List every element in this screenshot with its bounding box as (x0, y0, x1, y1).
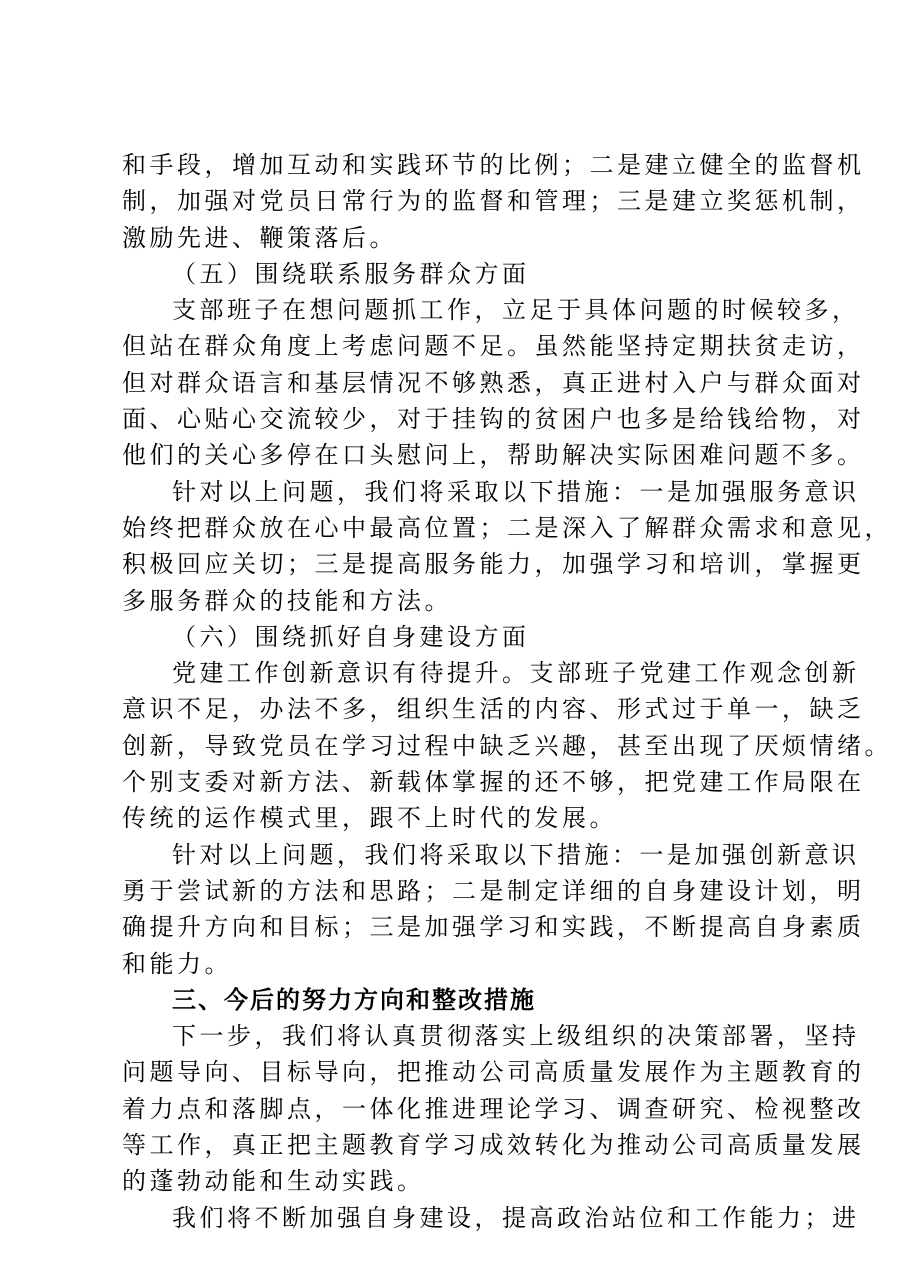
paragraph-line: 他们的关心多停在口头慰问上，帮助解决实际困难问题不多。 (122, 441, 865, 470)
paragraph-line: 激励先进、鞭策落后。 (122, 223, 397, 252)
paragraph-line: 个别支委对新方法、新载体掌握的还不够，把党建工作局限在 (122, 768, 865, 797)
paragraph-line: 但对群众语言和基层情况不够熟悉，真正进村入户与群众面对 (122, 368, 865, 397)
paragraph-line: 下一步，我们将认真贯彻落实上级组织的决策部署，坚持 (172, 1022, 860, 1051)
paragraph-line: 传统的运作模式里，跟不上时代的发展。 (122, 804, 617, 833)
paragraph-line: 积极回应关切；三是提高服务能力，加强学习和培训，掌握更 (122, 550, 865, 579)
paragraph-line: 但站在群众角度上考虑问题不足。虽然能坚持定期扶贫走访， (122, 332, 865, 361)
paragraph-line: 支部班子在想问题抓工作，立足于具体问题的时候较多， (172, 296, 860, 325)
paragraph-line: 问题导向、目标导向，把推动公司高质量发展作为主题教育的 (122, 1058, 865, 1087)
paragraph-line: 勇于尝试新的方法和思路；二是制定详细的自身建设计划，明 (122, 876, 865, 905)
paragraph-line: 意识不足，办法不多，组织生活的内容、形式过于单一，缺乏 (122, 695, 865, 724)
paragraph-line: 和能力。 (122, 949, 232, 978)
paragraph-line: 创新，导致党员在学习过程中缺乏兴趣，甚至出现了厌烦情绪。 (122, 731, 892, 760)
paragraph-line: 我们将不断加强自身建设，提高政治站位和工作能力；进 (172, 1203, 860, 1232)
paragraph-line: 针对以上问题，我们将采取以下措施：一是加强服务意识 (172, 477, 860, 506)
paragraph-line: 面、心贴心交流较少，对于挂钩的贫困户也多是给钱给物，对 (122, 405, 865, 434)
paragraph-line: 始终把群众放在心中最高位置；二是深入了解群众需求和意见， (122, 513, 892, 542)
paragraph-line: 着力点和落脚点，一体化推进理论学习、调查研究、检视整改 (122, 1094, 865, 1123)
chapter-heading-3: 三、今后的努力方向和整改措施 (172, 985, 536, 1014)
paragraph-line: 制，加强对党员日常行为的监督和管理；三是建立奖惩机制， (122, 187, 865, 216)
paragraph-line: 多服务群众的技能和方法。 (122, 586, 452, 615)
paragraph-line: 确提升方向和目标；三是加强学习和实践，不断提高自身素质 (122, 913, 865, 942)
paragraph-line: 的蓬勃动能和生动实践。 (122, 1167, 425, 1196)
section-heading-6: （六）围绕抓好自身建设方面 (172, 622, 530, 651)
paragraph-line: 和手段，增加互动和实践环节的比例；二是建立健全的监督机 (122, 151, 865, 179)
paragraph-line: 等工作，真正把主题教育学习成效转化为推动公司高质量发展 (122, 1131, 865, 1160)
paragraph-line: 针对以上问题，我们将采取以下措施：一是加强创新意识 (172, 840, 860, 869)
document-body (122, 147, 892, 1236)
section-heading-5: （五）围绕联系服务群众方面 (172, 259, 530, 288)
paragraph-line: 党建工作创新意识有待提升。支部班子党建工作观念创新 (172, 659, 860, 688)
